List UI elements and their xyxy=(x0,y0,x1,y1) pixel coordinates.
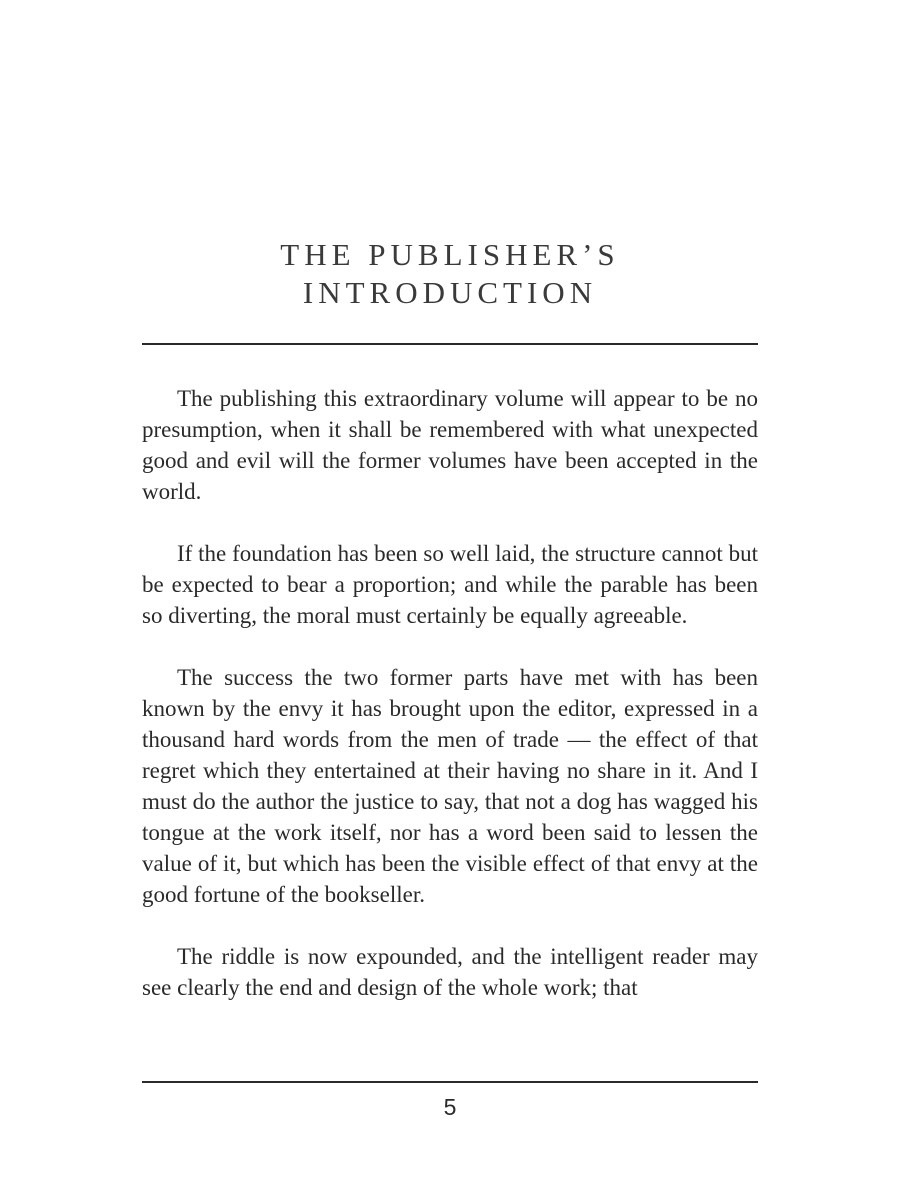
chapter-title-line-2: INTRODUCTION xyxy=(302,275,598,310)
page-number: 5 xyxy=(443,1094,457,1120)
chapter-title-line-1: THE PUBLISHER’S xyxy=(280,237,620,272)
title-divider xyxy=(142,343,758,345)
paragraph: If the foundation has been so well laid, the structure cannot but be expected to bear a proportion; and while the parable has been so diverting, the moral must certainly be equally agreeable. xyxy=(142,541,758,628)
paragraph: The success the two former parts have met with has been known by the envy it has brought upon the editor, expressed in a thousand hard words from the men of trade — the effect of that regret which they entertained at their having no share in it. And I must do the author the justice to say, that not a dog has wagged his tongue at the work itself, nor has a word been said to lessen the value of it, but which has been the visible effect of that envy at the good fortune of the bookseller. xyxy=(142,665,758,907)
footer-divider xyxy=(142,1081,758,1083)
body-text xyxy=(142,383,758,1034)
chapter-title xyxy=(142,236,758,312)
paragraph: The publishing this extraordinary volume will appear to be no presumption, when it shall be remembered with what unexpected good and evil will the former volumes have been accepted in the world. xyxy=(142,386,758,504)
paragraph: The riddle is now expounded, and the intelligent reader may see clearly the end and design of the whole work; that xyxy=(142,944,758,1000)
